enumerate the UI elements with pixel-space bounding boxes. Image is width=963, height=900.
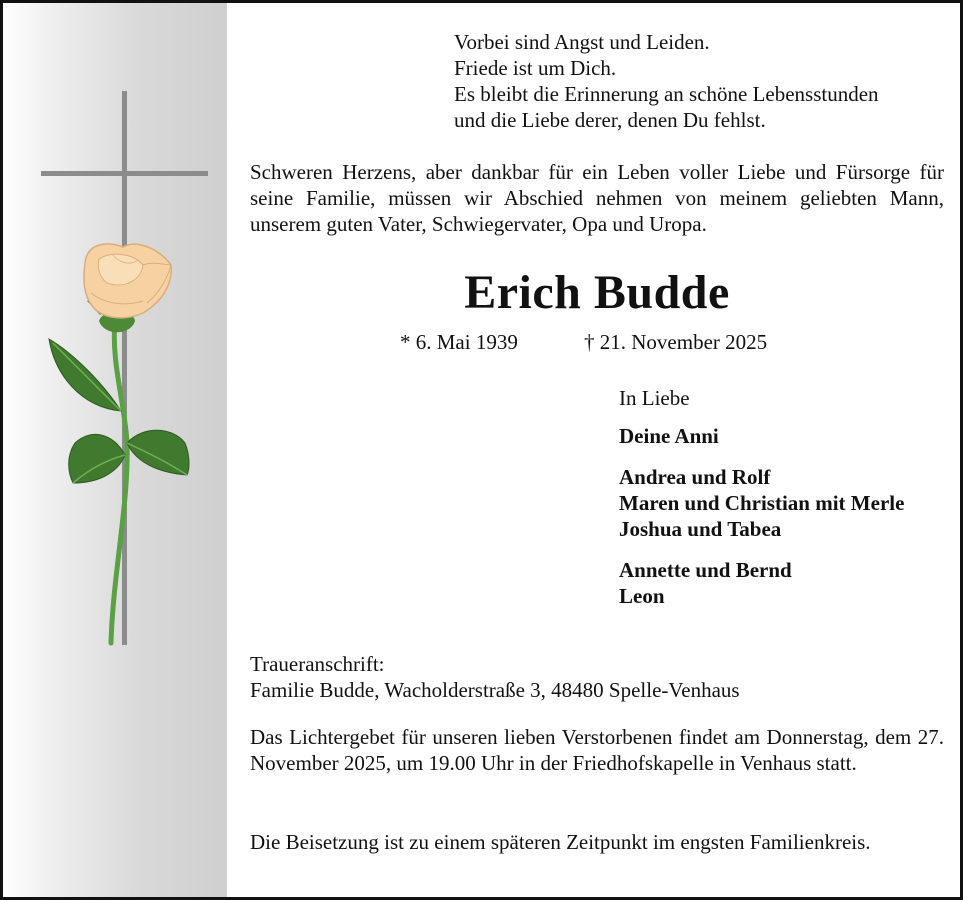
poem-line: Vorbei sind Angst und Leiden. [454,30,710,54]
family-signatures [619,385,949,624]
poem-line: Es bleibt die Erinnerung an schöne Lebensstunden [454,82,879,106]
family-group [619,423,949,449]
leaf-icon [49,339,189,483]
poem-line: und die Liebe derer, denen Du fehlst. [454,108,766,132]
family-member: Annette und Bernd [619,558,792,582]
family-member: Leon [619,584,665,608]
family-member: Andrea und Rolf [619,465,771,489]
intro-text: Schweren Herzens, aber dankbar für ein Leben voller Liebe und Fürsorge für seine Familie, müssen wir Abschied nehmen von meinem geliebten Mann, unserem guten Vater, Schwiegervater, Opa und Uropa. [250,160,944,236]
death-date: † 21. November 2025 [584,330,768,354]
address-label: Traueranschrift: [250,652,385,676]
burial-notice: Die Beisetzung ist zu einem späteren Zeitpunkt im engsten Familienkreis. [250,830,871,854]
deceased-name: Erich Budde [464,266,730,319]
family-member: Joshua und Tabea [619,517,782,541]
in-love-label: In Liebe [619,386,690,410]
poem [454,29,944,133]
mourning-address [250,651,944,703]
address-line: Familie Budde, Wacholderstraße 3, 48480 Spelle-Venhaus [250,678,740,702]
prayer-notice: Das Lichtergebet für unseren lieben Verstorbenen findet am Donnerstag, dem 27. November 2025, um 19.00 Uhr in der Friedhofskapelle in Venhaus statt. [250,725,944,775]
sidebar-panel [3,3,227,900]
obituary-content [250,3,944,900]
family-group [619,464,949,542]
family-member: Deine Anni [619,424,719,448]
family-group [619,557,949,609]
cross-rose-illustration [3,3,227,900]
poem-line: Friede ist um Dich. [454,56,617,80]
rose-icon [84,244,171,318]
family-member: Maren und Christian mit Merle [619,491,905,515]
birth-date: * 6. Mai 1939 [400,330,518,354]
